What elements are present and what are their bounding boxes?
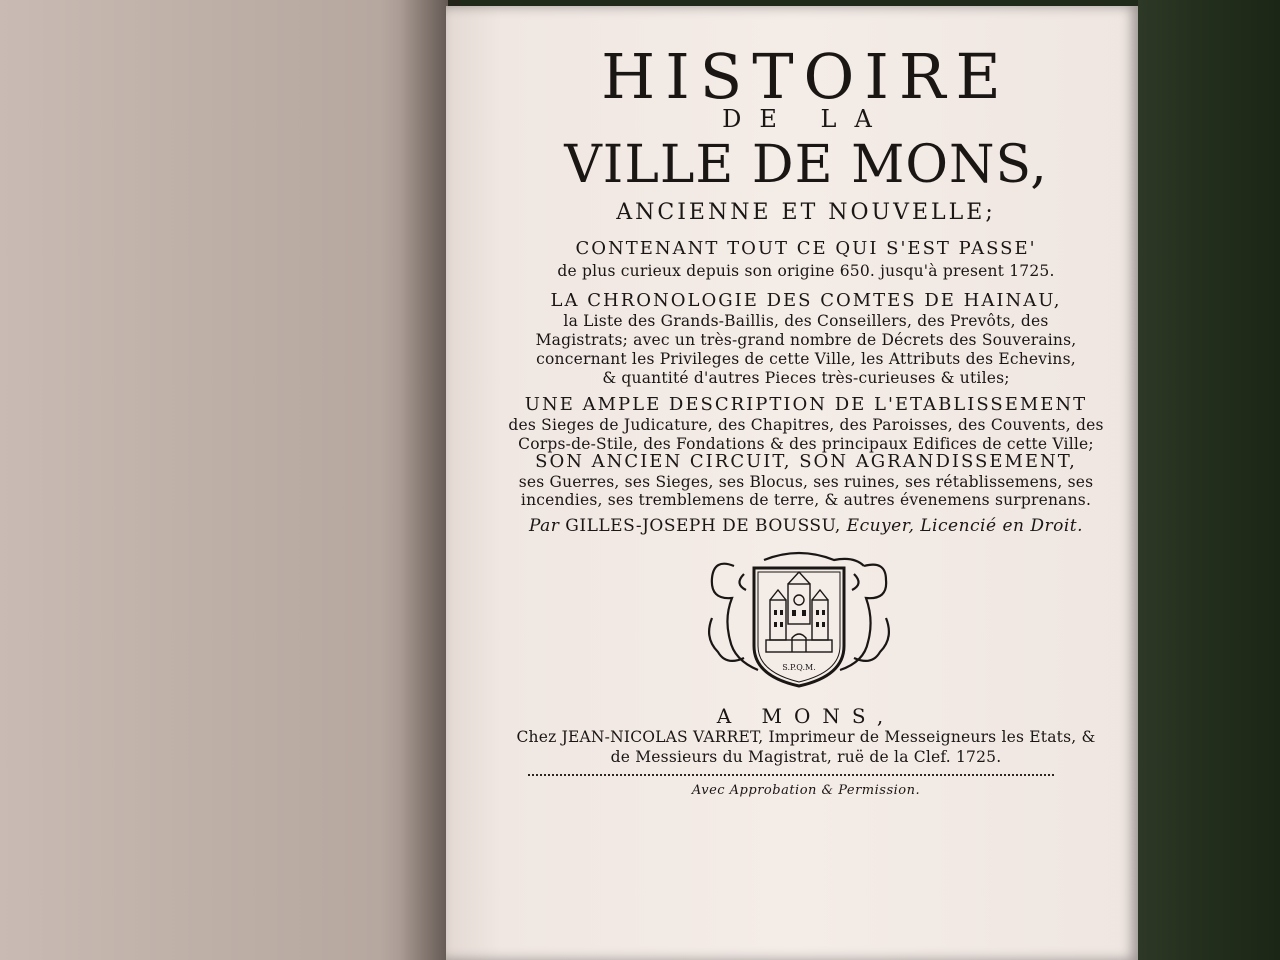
circuit-heading: SON ANCIEN CIRCUIT, SON AGRANDISSEMENT, (535, 451, 1077, 472)
title-page (446, 6, 1138, 960)
emblem-motto: S.P.Q.M. (782, 663, 816, 672)
description-heading: UNE AMPLE DESCRIPTION DE L'ETABLISSEMENT (524, 394, 1088, 415)
chronologie-heading: LA CHRONOLOGIE DES COMTES DE HAINAU, (550, 290, 1062, 311)
author-par: Par (528, 516, 560, 536)
chronologie-line: & quantité d'autres Pieces très-curieuses & utiles; (602, 369, 1010, 387)
author-title: Ecuyer, Licencié en Droit. (846, 516, 1084, 536)
left-book-page (0, 0, 448, 960)
author-line (486, 514, 1126, 538)
title-page-content (446, 6, 1138, 960)
description-line: des Sieges de Judicature, des Chapitres, des Paroisses, des Couvents, des (508, 416, 1104, 434)
title-ancienne-et-nouvelle: ANCIENNE ET NOUVELLE; (616, 200, 996, 225)
title-histoire: HISTOIRE (601, 40, 1011, 113)
chronologie-line: concernant les Privileges de cette Ville, les Attributs des Echevins, (536, 350, 1076, 368)
chronologie-line: la Liste des Grands-Baillis, des Conseillers, des Prevôts, des (563, 312, 1049, 330)
chronologie-line: Magistrats; avec un très-grand nombre de Décrets des Souverains, (535, 331, 1077, 349)
imprint-publisher: Chez JEAN-NICOLAS VARRET, Imprimeur de Messeigneurs les Etats, & (516, 728, 1096, 746)
approbation-line: Avec Approbation & Permission. (691, 783, 921, 798)
title-de-la: DE LA (722, 105, 890, 133)
author-name: GILLES-JOSEPH DE BOUSSU, (565, 516, 841, 536)
contents-heading: CONTENANT TOUT CE QUI S'EST PASSE' (575, 238, 1037, 259)
dotted-divider (528, 774, 1054, 776)
background-surface (1138, 0, 1280, 960)
coat-of-arms-icon (704, 548, 894, 690)
imprint-address: de Messieurs du Magistrat, ruë de la Clef. 1725. (610, 748, 1002, 766)
circuit-line: incendies, ses tremblemens de terre, & autres évenemens surprenans. (520, 491, 1092, 509)
circuit-line: ses Guerres, ses Sieges, ses Blocus, ses ruines, ses rétablissemens, ses (518, 473, 1094, 491)
description-line: Corps-de-Stile, des Fondations & des principaux Edifices de cette Ville; (518, 435, 1094, 453)
title-ville-de-mons: VILLE DE MONS, (564, 135, 1048, 195)
contents-line: de plus curieux depuis son origine 650. jusqu'à present 1725. (557, 262, 1055, 280)
imprint-place: A MONS, (716, 704, 896, 728)
